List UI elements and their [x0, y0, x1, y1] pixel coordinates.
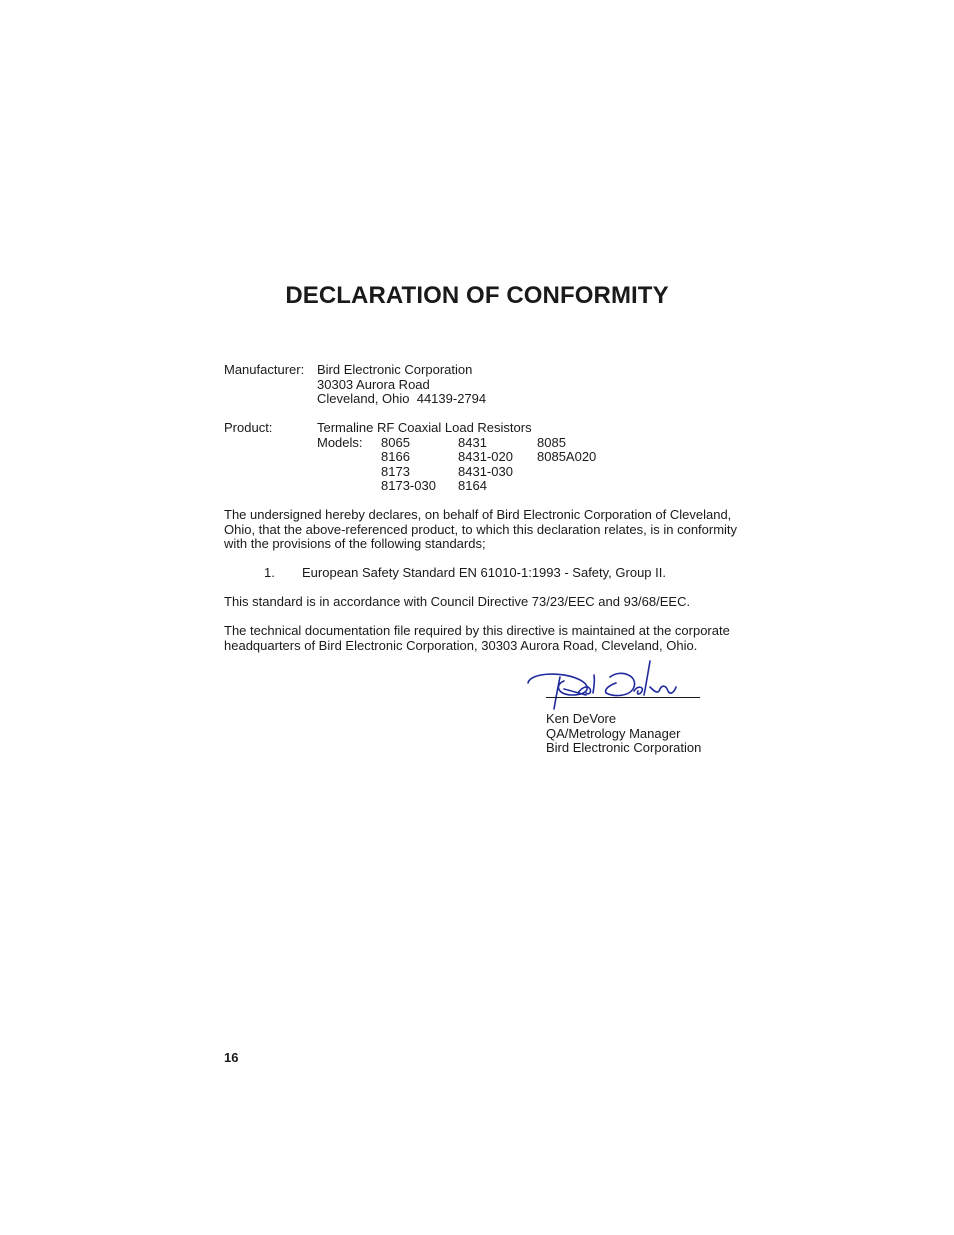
product-label: Product:	[224, 420, 273, 435]
manufacturer-line-2: 30303 Aurora Road	[317, 376, 430, 392]
manufacturer-label: Manufacturer:	[224, 362, 305, 377]
signatory-name: Ken DeVore	[546, 711, 617, 726]
model-number: 8173	[381, 463, 410, 479]
standard-number: 1.	[264, 565, 275, 580]
page-number: 16	[224, 1050, 239, 1065]
model-number: 8065	[381, 434, 410, 450]
model-number: 8085	[537, 434, 566, 450]
model-number: 8431-030	[458, 463, 513, 479]
signatory-title: QA/Metrology Manager	[546, 725, 681, 741]
model-number: 8431	[458, 434, 487, 450]
declaration-paragraph: The undersigned hereby declares, on behalf of Bird Electronic Corporation of Cleveland, Ohio, that the above-referenced product, to which this declaration relates, is in conformity with the provisions of the following standards;	[224, 507, 738, 552]
handwritten-signature	[520, 655, 710, 715]
model-number: 8166	[381, 449, 410, 465]
model-number: 8164	[458, 478, 487, 494]
standard-text: European Safety Standard EN 61010-1:1993 - Safety, Group II.	[302, 565, 666, 580]
model-number: 8431-020	[458, 449, 513, 465]
manufacturer-line-1: Bird Electronic Corporation	[317, 362, 473, 377]
directive-paragraph: This standard is in accordance with Council Directive 73/23/EEC and 93/68/EEC.	[224, 594, 691, 609]
documentation-paragraph: The technical documentation file required by this directive is maintained at the corporate headquarters of Bird Electronic Corporation, 30303 Aurora Road, Cleveland, Ohio.	[224, 623, 730, 653]
manufacturer-line-3: Cleveland, Ohio 44139-2794	[317, 391, 487, 407]
signature-line	[546, 697, 700, 698]
model-number: 8173-030	[381, 478, 436, 494]
product-name: Termaline RF Coaxial Load Resistors	[317, 420, 532, 435]
signatory-company: Bird Electronic Corporation	[546, 740, 702, 756]
model-number: 8085A020	[537, 449, 597, 465]
models-label: Models:	[317, 434, 363, 450]
page-title: DECLARATION OF CONFORMITY	[285, 282, 669, 309]
